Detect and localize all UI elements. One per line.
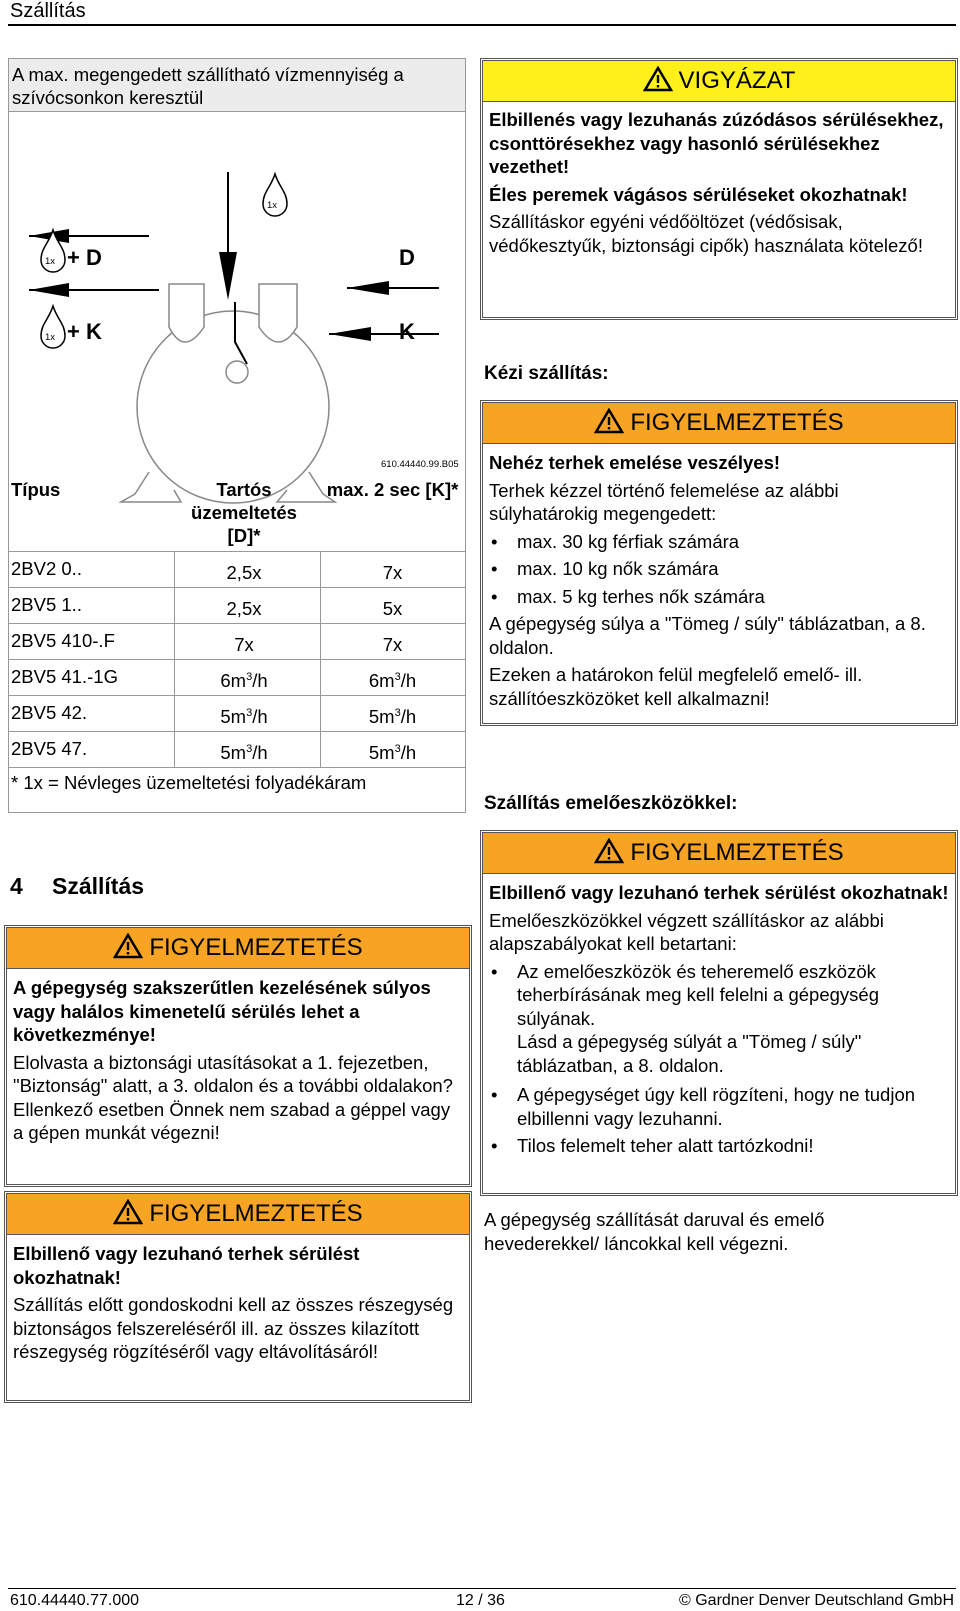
lifting-warning-header: FIGYELMEZTETÉS (483, 833, 955, 874)
table-row: 2BV5 1.. 2,5x 5x (9, 587, 465, 624)
lifting-warning-text: Elbillenő vagy lezuhanó terhek sérülést okozhatnak! Emelőeszközökkel végzett szállításkor az alábbi alapszabályokat kell betartani: • Az emelőeszközök és teheremelő eszközök teherbírásának meg kell felelni a gépegység súlyának. Lásd a gépegység súlyát a "Tömeg / súly" táblázatban, a 8. oldalon. • A gépegységet úgy kell rögzíteni, hogy ne tudjon elbillenni vagy lezuhanni. • Tilos felemelt teher alatt tartózkodni! (489, 881, 949, 1162)
th-max: max. 2 sec [K]* (326, 479, 459, 500)
header-rule (8, 24, 956, 26)
caution-title: VIGYÁZAT (678, 67, 796, 94)
warning-triangle-icon (113, 933, 143, 959)
manual-warning-header: FIGYELMEZTETÉS (483, 403, 955, 444)
warning-text-transport: Elbillenő vagy lezuhanó terhek sérülést okozhatnak! Szállítás előtt gondoskodni kell az összes részegység biztonságos felszereléséről ill. az összes kilazított részegység rögzítéséről vagy eltávolításáról! (13, 1243, 454, 1362)
figure-caption: A max. megengedett szállítható vízmennyiség a szívócsonkon keresztül (12, 64, 404, 108)
pump-body-circle (137, 311, 329, 503)
section-number: 4 (10, 873, 23, 899)
badge-left-k: 1x (45, 332, 56, 343)
label-d: D (399, 245, 415, 270)
caution-header (483, 61, 955, 102)
manual-warning-box (480, 400, 958, 726)
th-type: Típus (11, 479, 61, 500)
lifting-transport-heading: Szállítás emelőeszközökkel: (484, 793, 738, 814)
table-row: 2BV2 0.. 2,5x 7x (9, 551, 465, 588)
table-row: 2BV5 47. $5m^3/h$ $5m^3/h$ (9, 731, 465, 768)
table-row: 2BV5 41.-1G $6m^3/h$ $6m^3/h$ (9, 659, 465, 696)
label-plus-d: + D (67, 245, 102, 270)
footer-copyright: © Gardner Denver Deutschland GmbH (678, 1592, 954, 1609)
table-footnote-row (9, 767, 465, 808)
manual-transport-heading: Kézi szállítás: (484, 363, 609, 384)
table-row: 2BV5 42. $5m^3/h$ $5m^3/h$ (9, 695, 465, 732)
warning-box-handling (4, 925, 472, 1187)
warning-triangle-icon (643, 66, 673, 92)
warning-triangle-icon (594, 838, 624, 864)
arrow-left-k (29, 283, 69, 297)
lifting-warning-box (480, 830, 958, 1196)
manual-warning-text: Nehéz terhek emelése veszélyes! Terhek kézzel történő felemelése az alábbi súlyhatárokig megengedett: • max. 30 kg férfiak számára • max. 10 kg nők számára • max. 5 kg terhes nők számára A gépegység súlya a "Tömeg / súly" táblázatban, a 8. oldalon. Ezeken a határokon felül megfelelő emelő- ill. szállítóeszközöket kell alkalmazni! (489, 451, 949, 714)
footer-doc-number: 610.44440.77.000 (10, 1592, 140, 1609)
arrow-right-k (329, 327, 371, 341)
warning-header-transport: FIGYELMEZTETÉS (7, 1194, 469, 1235)
table-footnote: * 1x = Névleges üzemeltetési folyadékáram (11, 772, 367, 793)
warning-text-handling: A gépegység szakszerűtlen kezelésének súlyos vagy halálos kimenetelű sérülés lehet a következménye! Elolvasta a biztonsági utasításokat a 1. fejezetben, "Biztonság" alatt, a 3. oldalon és a további oldalakon? Ellenkező esetben Önnek nem szabad a géppel vagy a gépen munkát végezni! (13, 977, 453, 1143)
badge-left-d: 1x (45, 256, 56, 267)
label-k: K (399, 319, 415, 344)
warning-triangle-icon (113, 1199, 143, 1225)
warning-box-transport (4, 1191, 472, 1403)
warning-triangle-icon (594, 408, 624, 434)
footer-page-number: 12 / 36 (456, 1592, 505, 1609)
warning-header-handling: FIGYELMEZTETÉS (7, 928, 469, 969)
arrow-down (219, 252, 237, 300)
th-continuous: Tartós üzemeltetés [D]* (191, 479, 297, 546)
pump-drawing (9, 112, 465, 512)
suction-nozzle-right (259, 284, 297, 342)
lifting-after-text: A gépegység szállítását daruval és emelő hevederekkel/ láncokkal kell végezni. (484, 1209, 825, 1254)
table-row: 2BV5 410-.F 7x 7x (9, 623, 465, 660)
transport-water-figure (8, 58, 466, 813)
page-header-title: Szállítás (10, 0, 86, 22)
caution-box (480, 58, 958, 320)
footer-rule (8, 1588, 956, 1589)
section-title: Szállítás (52, 873, 145, 899)
shaft-hub (226, 361, 248, 383)
arrow-right-d (347, 281, 389, 295)
label-plus-k: + K (67, 319, 102, 344)
drawing-ref: 610.44440.99.B05 (381, 459, 459, 470)
pump-foot-left (121, 472, 181, 502)
caution-text: Elbillenés vagy lezuhanás zúzódásos sérülésekhez, csonttörésekhez vagy hasonló sérülésekhez vezethet! Éles peremek vágásos sérüléseket okozhatnak! Szállításkor egyéni védőöltözet (védősisak, védőkesztyűk, biztonsági cipők) használata kötelező! (489, 109, 944, 256)
figure-caption-bar (9, 59, 465, 112)
suction-nozzle-left (169, 284, 204, 342)
badge-top: 1x (267, 200, 278, 211)
